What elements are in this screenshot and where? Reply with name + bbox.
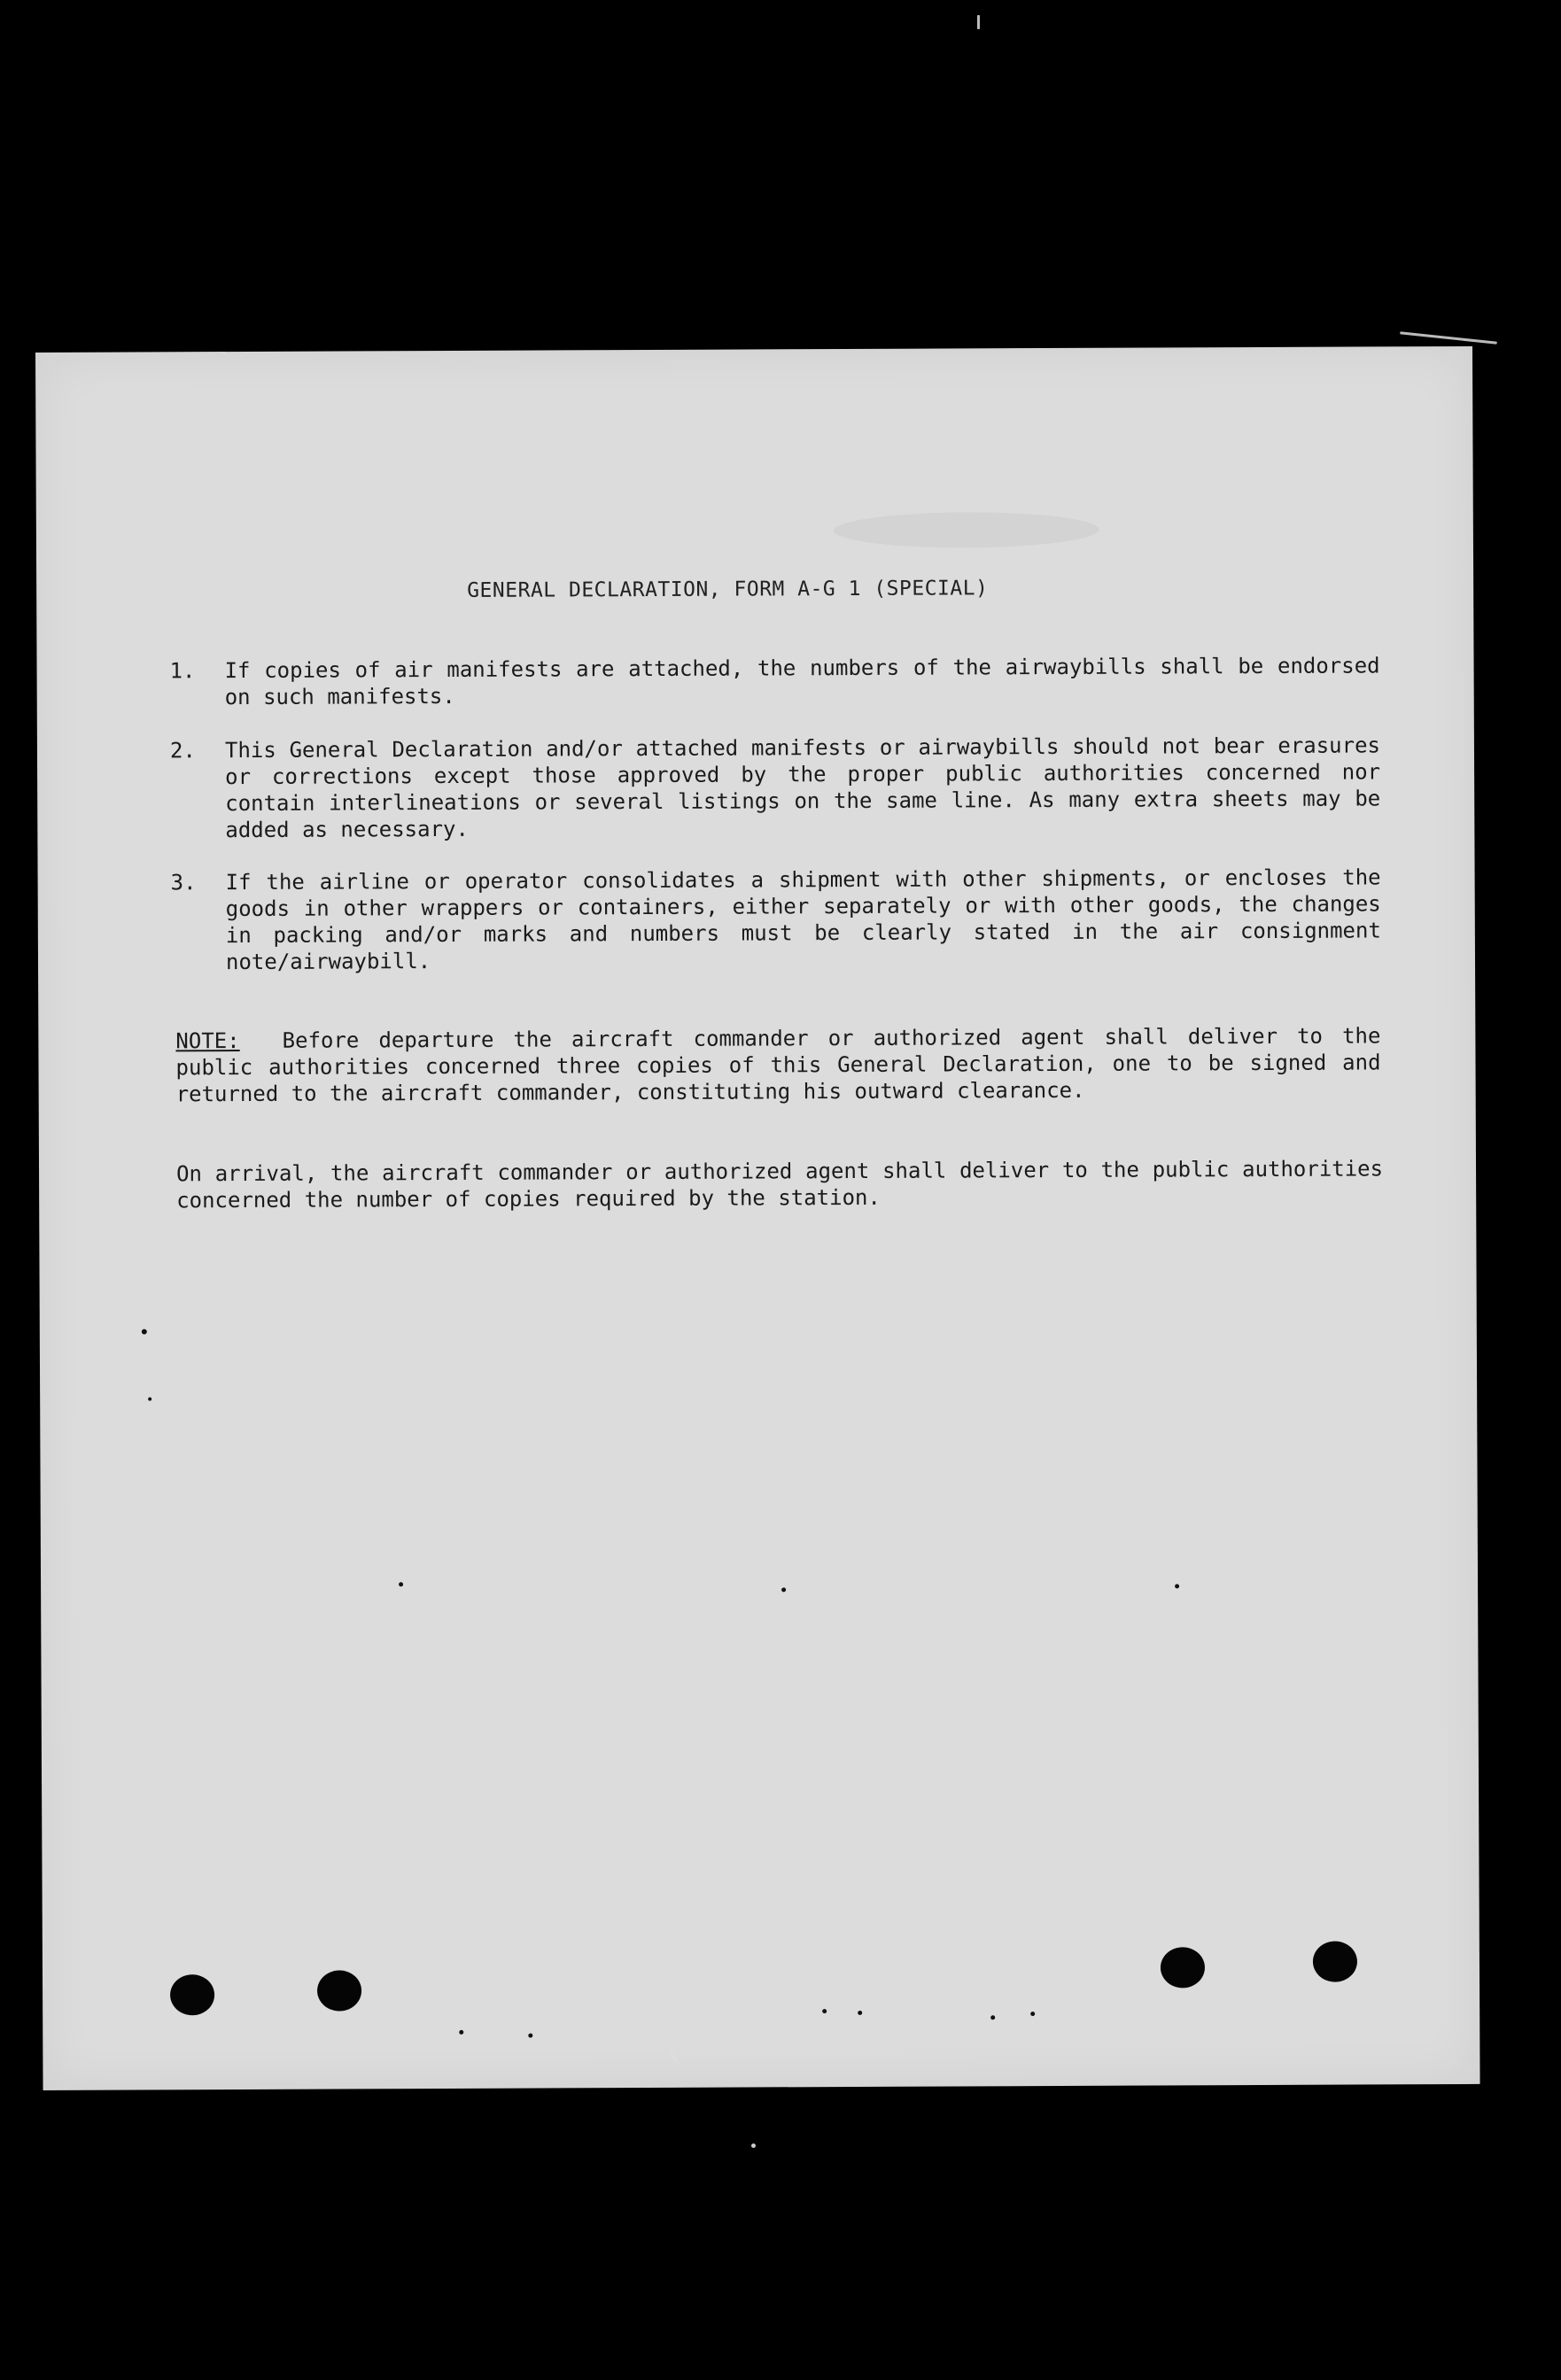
- arrival-paragraph: On arrival, the aircraft commander or authorized agent shall deliver to the public authorities concerned the number of copies required by the station.: [175, 1156, 1384, 1213]
- speck: [528, 2034, 532, 2038]
- speck: [990, 2015, 995, 2020]
- punch-hole-right-1: [1161, 1947, 1205, 1988]
- speck: [822, 2009, 827, 2013]
- speck: [148, 1397, 151, 1400]
- note-paragraph: [175, 1022, 1380, 1107]
- speck: [459, 2030, 463, 2035]
- faint-handwriting-smudge: [834, 512, 1099, 548]
- scan-mark: [751, 2144, 756, 2148]
- instruction-item-3: [171, 864, 1382, 975]
- note-label: NOTE:: [175, 1028, 240, 1054]
- speck: [142, 1329, 147, 1334]
- instruction-item-2: [170, 732, 1381, 843]
- item-number: 1.: [169, 658, 196, 684]
- note-text: Before departure the aircraft commander or authorized agent shall deliver to the public authorities concerned three copies of this General Declaration, one to be signed and returned to the aircraft commander, constituting his outward clearance.: [175, 1023, 1381, 1107]
- punch-hole-right-2: [1313, 1942, 1357, 1982]
- item-text: If the airline or operator consolidates a shipment with other shipments, or encloses the goods in other wrappers or containers, either separately or with other goods, the changes in packing and/or marks and numbers must be clearly stated in the air consignment note/airwaybill.: [225, 864, 1381, 975]
- item-text: This General Declaration and/or attached manifests or airwaybills should not bear erasures or corrections except those approved by the proper public authorities concerned nor contain interlineations or several listings on the same line. As many extra sheets may be added as necessary.: [224, 733, 1381, 843]
- speck: [1175, 1584, 1179, 1588]
- instruction-item-1: [170, 652, 1380, 710]
- punch-hole-left-1: [170, 1974, 214, 2015]
- scan-mark: [1400, 331, 1497, 344]
- speck: [781, 1587, 786, 1592]
- speck: [399, 1582, 403, 1586]
- punch-hole-left-2: [317, 1970, 361, 2011]
- scan-mark: [977, 15, 980, 29]
- item-number: 3.: [170, 870, 197, 895]
- document-page: [35, 346, 1480, 2090]
- document-title: GENERAL DECLARATION, FORM A-G 1 (SPECIAL): [467, 577, 989, 602]
- item-text: If copies of air manifests are attached, the numbers of the airwaybills shall be endorsed on such manifests.: [224, 653, 1380, 710]
- item-number: 2.: [169, 738, 196, 764]
- speck: [858, 2011, 862, 2015]
- speck: [1030, 2012, 1035, 2016]
